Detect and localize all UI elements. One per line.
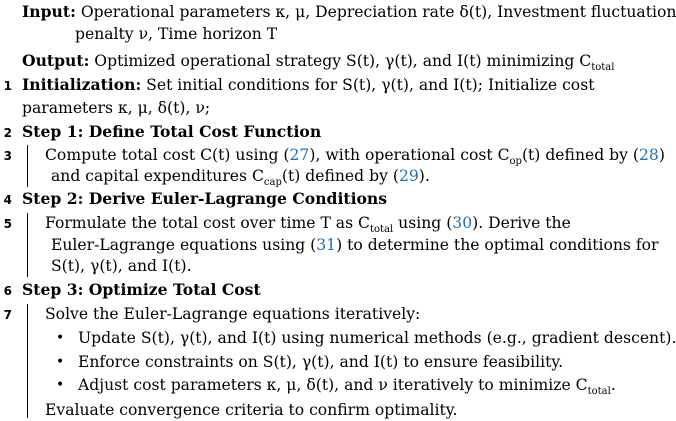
- step1-text-c: (t) defined by (: [521, 146, 639, 164]
- output-label: Output:: [22, 51, 90, 70]
- input-line-1: [22, 2, 676, 22]
- line-number-4: 4: [3, 193, 12, 207]
- step3-intro: Solve the Euler-Lagrange equations iteratively:: [45, 305, 421, 323]
- step3-bullet-3-text: Adjust cost parameters κ, μ, δ(t), and ν iteratively to minimize C: [78, 376, 588, 394]
- step1-sub-op: op: [509, 156, 522, 168]
- step1-text-e: and capital expenditures C: [51, 167, 264, 185]
- step3-bullet-2: Enforce constraints on S(t), γ(t), and I(t) to ensure feasibility.: [78, 353, 564, 371]
- eq-ref-30[interactable]: 30: [452, 214, 473, 232]
- step2-heading: Step 2: Derive Euler-Lagrange Conditions: [22, 189, 388, 208]
- step2-text-d: Euler-Lagrange equations using (: [51, 236, 317, 254]
- line-number-1: 1: [3, 79, 12, 93]
- step2-text-f: S(t), γ(t), and I(t).: [51, 257, 192, 275]
- output-sub: total: [591, 62, 615, 74]
- step1-text-f: (t) defined by (: [281, 167, 399, 185]
- step1-block-bar: [27, 145, 28, 187]
- step2-text-a: Formulate the total cost over time T as C: [45, 214, 370, 232]
- step2-sub-total: total: [370, 224, 394, 236]
- eq-ref-28[interactable]: 28: [638, 146, 659, 164]
- step1-text-d: ): [658, 146, 665, 164]
- step1-text-b: ), with operational cost C: [309, 146, 510, 164]
- step3-bullet-3-sub: total: [587, 386, 611, 398]
- step2-text-e: ) to determine the optimal conditions for: [336, 236, 659, 254]
- step3-bullet-1: Update S(t), γ(t), and I(t) using numerical methods (e.g., gradient descent).: [78, 329, 676, 347]
- output-line: [22, 51, 615, 74]
- init-label: Initialization:: [22, 75, 142, 94]
- init-text: Set initial conditions for S(t), γ(t), and I(t); Initialize cost: [141, 76, 595, 94]
- init-cont-text: parameters κ, μ, δ(t), ν;: [22, 99, 211, 117]
- line-number-5: 5: [3, 217, 12, 231]
- step2-text-c: ). Derive the: [472, 214, 571, 232]
- bullet-marker: •: [56, 330, 65, 346]
- line-number-2: 2: [3, 126, 12, 140]
- eq-ref-27[interactable]: 27: [289, 146, 310, 164]
- output-text: Optimized operational strategy S(t), γ(t), and I(t) minimizing C: [94, 52, 592, 70]
- line-number-6: 6: [3, 284, 12, 298]
- bullet-marker: •: [56, 377, 65, 393]
- step3-final: Evaluate convergence criteria to confirm optimality.: [45, 401, 458, 419]
- step3-bullet-3-end: .: [610, 376, 616, 394]
- line-number-3: 3: [3, 149, 12, 163]
- input-label: Input:: [22, 2, 76, 21]
- step1-heading: Step 1: Define Total Cost Function: [22, 122, 322, 141]
- step2-text-b: using (: [393, 214, 453, 232]
- bullet-marker: •: [56, 354, 65, 370]
- step1-line-2: [51, 166, 430, 189]
- input-text-1: Operational parameters κ, μ, Depreciation rate δ(t), Investment fluctuation: [80, 3, 676, 21]
- input-line-2: [75, 24, 277, 44]
- eq-ref-29[interactable]: 29: [398, 167, 419, 185]
- input-text-2: penalty ν, Time horizon T: [75, 25, 278, 43]
- step1-sub-cap: cap: [263, 177, 282, 189]
- step1-text-a: Compute total cost C(t) using (: [45, 146, 290, 164]
- step2-line-1: [45, 213, 571, 236]
- step3-block-bar: [27, 304, 28, 418]
- init-line: [22, 75, 594, 95]
- step2-line-3: [51, 256, 192, 276]
- step3-bullet-3: [78, 375, 616, 398]
- step2-block-bar: [27, 213, 28, 277]
- step2-line-2: [51, 235, 658, 255]
- step3-heading: Step 3: Optimize Total Cost: [22, 280, 261, 299]
- eq-ref-31[interactable]: 31: [316, 236, 337, 254]
- step1-text-g: ).: [418, 167, 430, 185]
- line-number-7: 7: [3, 308, 12, 322]
- step1-line-1: [45, 145, 665, 168]
- init-cont: [22, 98, 210, 118]
